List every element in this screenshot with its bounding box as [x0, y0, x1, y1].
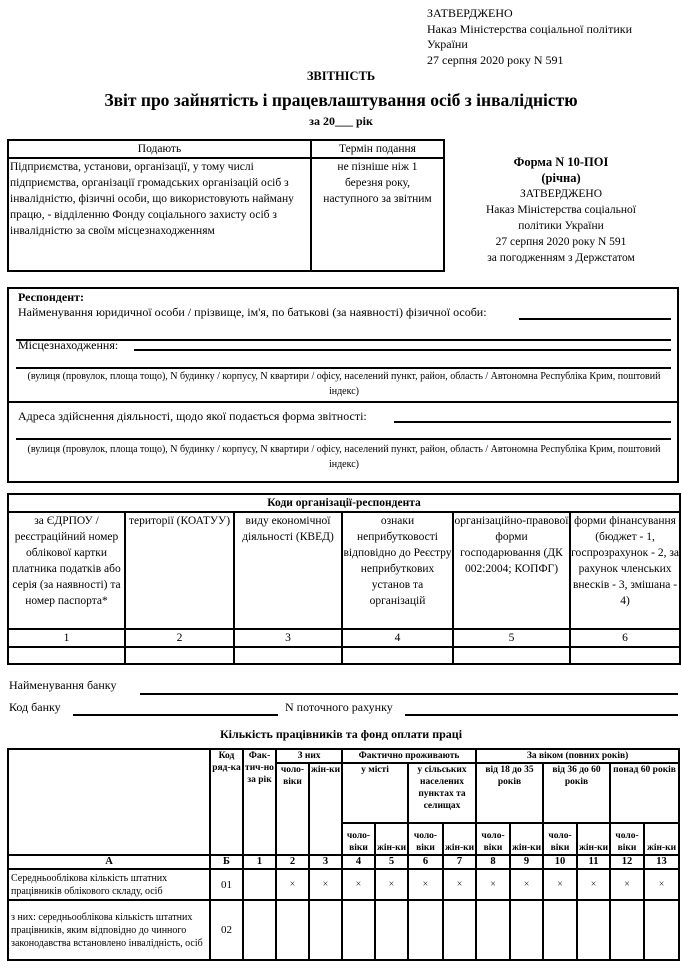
submitters-header: Подають	[8, 140, 311, 158]
bank-code-label: Код банку	[9, 700, 61, 714]
data-cell[interactable]	[644, 900, 679, 960]
data-cell[interactable]	[610, 900, 644, 960]
code-number: 5	[453, 629, 570, 647]
row-label: Середньооблікова кількість штатних працівників облікового складу, осіб	[8, 869, 210, 900]
code-number: 4	[342, 629, 453, 647]
data-cell[interactable]	[243, 900, 276, 960]
activity-address-field-line2[interactable]	[16, 438, 671, 440]
header-men: чоло-віки	[610, 823, 644, 855]
data-cell: ×	[375, 869, 408, 900]
code-header-kopfg: організаційно-правової форми господарювання (ДК 002:2004; КОПФГ)	[453, 512, 570, 629]
header-women: жін-ки	[443, 823, 476, 855]
data-cell[interactable]	[408, 900, 443, 960]
header-women: жін-ки	[644, 823, 679, 855]
header-blank	[8, 749, 210, 855]
header-age-36-60: від 36 до 60 років	[543, 763, 610, 823]
main-table-title: Кількість працівників та фонд оплати праці	[219, 727, 463, 741]
data-cell[interactable]	[309, 900, 342, 960]
header-men: чоло-віки	[408, 823, 443, 855]
row-code: 01	[210, 869, 243, 900]
col-label: 12	[610, 855, 644, 869]
data-cell: ×	[309, 869, 342, 900]
data-cell: ×	[408, 869, 443, 900]
form-order-2: політики України	[518, 220, 604, 232]
form-agreement: за погодженням з Держстатом	[487, 252, 635, 264]
data-cell[interactable]	[543, 900, 577, 960]
col-label: 10	[543, 855, 577, 869]
data-cell[interactable]	[375, 900, 408, 960]
activity-address-section	[7, 401, 679, 483]
code-input-kopfg[interactable]	[453, 647, 570, 664]
code-number: 3	[234, 629, 342, 647]
data-cell[interactable]	[342, 900, 375, 960]
form-order-date: 27 серпня 2020 року N 591	[495, 236, 627, 248]
form-number: Форма N 10-ПОІ	[513, 155, 609, 169]
data-cell[interactable]	[476, 900, 510, 960]
activity-address-label: Адреса здійснення діяльності, щодо якої подається форма звітності:	[18, 409, 367, 423]
header-age: За віком (повних років)	[476, 749, 679, 763]
employees-table	[7, 748, 680, 961]
code-input-kved[interactable]	[234, 647, 342, 664]
data-cell: ×	[443, 869, 476, 900]
location-label: Місцезнаходження:	[18, 338, 119, 352]
data-cell: ×	[644, 869, 679, 900]
code-header-nonprofit: ознаки неприбутковості відповідно до Реєстру неприбуткових установ та організацій	[342, 512, 453, 629]
form-approved: ЗАТВЕРДЖЕНО	[519, 188, 603, 200]
code-header-kved: виду економічної діяльності (КВЕД)	[234, 512, 342, 629]
activity-address-hint: (вулиця (провулок, площа тощо), N будинку / корпусу, N квартири / офісу, населений пункт, район, область / Автономна Республіка Крим, поштовий індекс)	[27, 444, 661, 470]
header-residence: Фактично проживають	[342, 749, 476, 763]
code-input-nonprofit[interactable]	[342, 647, 453, 664]
code-input-koatuu[interactable]	[125, 647, 234, 664]
codes-title: Коди організації-респондента	[8, 494, 680, 512]
deadline-text: не пізніше ніж 1 березня року, наступного за звітним	[311, 158, 444, 271]
data-cell: ×	[276, 869, 309, 900]
code-header-koatuu: території (КОАТУУ)	[125, 512, 234, 629]
data-cell: ×	[510, 869, 543, 900]
header-men: чоло-віки	[342, 823, 375, 855]
col-label: 11	[577, 855, 610, 869]
code-number: 2	[125, 629, 234, 647]
page-title: Звіт про зайнятість і працевлаштування осіб з інвалідністю	[104, 90, 578, 110]
respondent-name-label: Найменування юридичної особи / прізвище, ім'я, по батькові (за наявності) фізичної особи:	[18, 305, 487, 319]
header-age-60plus: понад 60 років	[610, 763, 679, 823]
table-row	[8, 900, 679, 960]
form-identifier-block	[450, 154, 672, 266]
form-order-1: Наказ Міністерства соціальної	[486, 204, 636, 216]
header-women: жін-ки	[375, 823, 408, 855]
approval-block-top	[427, 6, 632, 68]
col-label: 3	[309, 855, 342, 869]
row-label: з них: середньооблікова кількість штатних працівників, яким відповідно до чинного законодавства встановлено інвалідність, осіб	[8, 900, 210, 960]
bank-code-field[interactable]	[73, 714, 278, 716]
header-women: жін-ки	[309, 763, 342, 855]
col-label: Б	[210, 855, 243, 869]
data-cell[interactable]	[443, 900, 476, 960]
code-header-edrpou: за ЄДРПОУ / реєстраційний номер облікової картки платника податків або серія (за наявності) та номер паспорта*	[8, 512, 125, 629]
data-cell[interactable]	[243, 869, 276, 900]
respondent-name-field[interactable]	[519, 318, 671, 320]
row-code: 02	[210, 900, 243, 960]
submitters-text: Підприємства, установи, організації, у тому числі підприємства, організації громадських організацій осіб з інвалідністю, фізичні особи, що використовують найману працю, - відділенню Фонду соціального захисту осіб з інвалідністю за своїм місцезнаходженням	[8, 158, 311, 271]
activity-address-field[interactable]	[394, 421, 671, 423]
header-city: у місті	[342, 763, 408, 823]
col-label: 9	[510, 855, 543, 869]
col-label: 13	[644, 855, 679, 869]
col-label: 7	[443, 855, 476, 869]
col-label: А	[8, 855, 210, 869]
bank-name-label: Найменування банку	[9, 678, 117, 692]
col-label: 8	[476, 855, 510, 869]
col-label: 4	[342, 855, 375, 869]
bank-account-label: N поточного рахунку	[285, 700, 393, 714]
code-number: 1	[8, 629, 125, 647]
respondent-title: Респондент:	[18, 290, 84, 304]
header-actual: Фак-тич-но за рік	[243, 749, 276, 855]
data-cell: ×	[476, 869, 510, 900]
report-kind: ЗВІТНІСТЬ	[306, 69, 376, 83]
header-row-code: Код ряд-ка	[210, 749, 243, 855]
location-field[interactable]	[134, 349, 671, 351]
data-cell[interactable]	[577, 900, 610, 960]
report-period: за 20___ рік	[309, 114, 373, 128]
data-cell: ×	[342, 869, 375, 900]
header-men: чоло-віки	[476, 823, 510, 855]
data-cell[interactable]	[510, 900, 543, 960]
header-of-them: З них	[276, 749, 342, 763]
approval-date: 27 серпня 2020 року N 591	[427, 52, 564, 67]
deadline-header: Термін подання	[311, 140, 444, 158]
header-women: жін-ки	[510, 823, 543, 855]
data-cell: ×	[543, 869, 577, 900]
col-label: 5	[375, 855, 408, 869]
data-cell: ×	[610, 869, 644, 900]
code-input-edrpou[interactable]	[8, 647, 125, 664]
header-women: жін-ки	[577, 823, 610, 855]
bank-account-field[interactable]	[405, 714, 678, 716]
header-age-18-35: від 18 до 35 років	[476, 763, 543, 823]
col-label: 6	[408, 855, 443, 869]
approval-label: ЗАТВЕРДЖЕНО	[427, 6, 513, 20]
approval-country: України	[427, 37, 468, 51]
header-men: чоло-віки	[543, 823, 577, 855]
bank-name-field[interactable]	[140, 693, 678, 695]
submitters-table	[7, 139, 445, 272]
respondent-codes-table	[7, 493, 681, 665]
col-label: 2	[276, 855, 309, 869]
data-cell[interactable]	[276, 900, 309, 960]
form-periodicity: (річна)	[541, 171, 581, 185]
header-men: чоло-віки	[276, 763, 309, 855]
code-number: 6	[570, 629, 680, 647]
table-row	[8, 869, 679, 900]
code-input-financing[interactable]	[570, 647, 680, 664]
header-rural: у сільських населених пунктах та селищах	[408, 763, 476, 823]
data-cell: ×	[577, 869, 610, 900]
col-label: 1	[243, 855, 276, 869]
code-header-financing: форми фінансування (бюджет - 1, госпрозрахунок - 2, за рахунок членських внесків - 3, змішана - 4)	[570, 512, 680, 629]
approval-order: Наказ Міністерства соціальної політики	[427, 21, 633, 36]
respondent-section	[7, 287, 679, 403]
location-hint: (вулиця (провулок, площа тощо), N будинку / корпусу, N квартири / офісу, населений пункт, район, область / Автономна Республіка Крим, поштовий індекс)	[27, 371, 661, 397]
